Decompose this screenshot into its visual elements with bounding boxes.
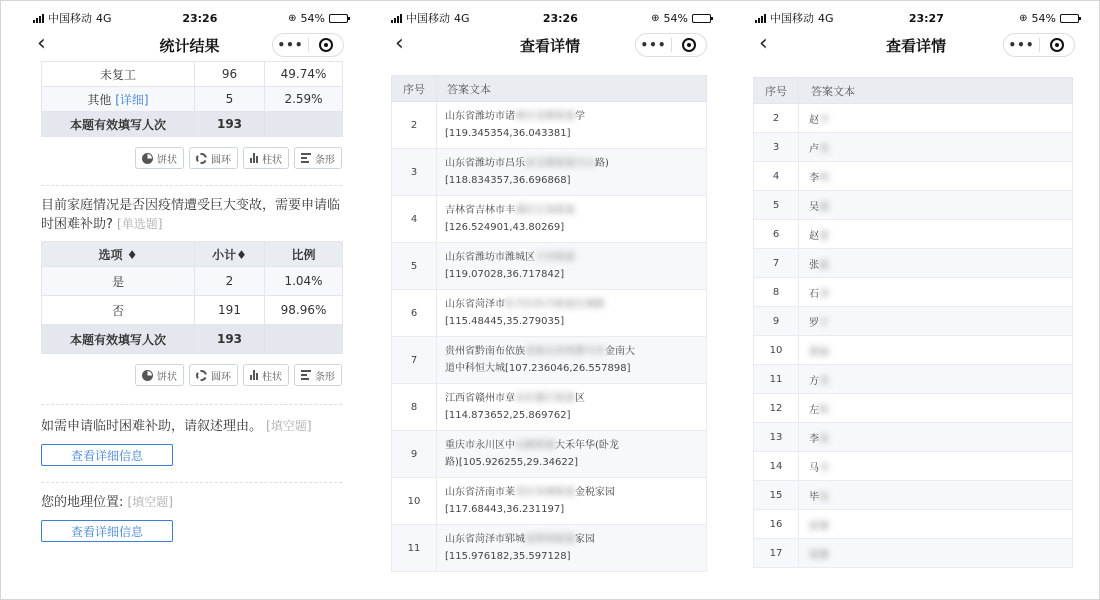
phone-address-details <box>385 7 715 591</box>
header-index: 序号 <box>392 76 437 102</box>
name-text: 方 <box>809 375 819 387</box>
coordinate-text: 路)[105.926255,29.34622] <box>445 457 579 468</box>
address-text: 重庆市永川区中 <box>445 440 515 451</box>
signal-icon <box>391 14 402 23</box>
status-time: 23:26 <box>182 11 218 25</box>
row-index: 3 <box>392 149 437 196</box>
phone-statistics-results <box>27 7 352 591</box>
bar-icon <box>301 370 311 380</box>
pie-chart-button[interactable]: 饼状 <box>135 147 184 169</box>
status-bar <box>27 7 352 29</box>
chart-type-buttons <box>41 147 342 169</box>
redacted-text: 赵婕 <box>809 520 829 532</box>
name-text: 马 <box>809 462 819 474</box>
header-answer: 答案文本 <box>437 76 707 102</box>
table-row <box>754 191 1073 220</box>
question-4: 您的地理位置: [填空题] <box>41 495 173 510</box>
status-bar <box>749 7 1083 29</box>
redacted-text: 牡丹区牡丹街道长城路 <box>505 299 605 310</box>
divider <box>41 482 342 483</box>
answer-text <box>437 196 707 243</box>
address-text: 贵州省黔南布依族 <box>445 346 525 357</box>
redacted-text: 县郓州街道 <box>525 534 575 545</box>
answer-line <box>445 296 698 313</box>
stats-table-q1 <box>41 61 343 137</box>
address-text: 山东省菏泽市郓城 <box>445 534 525 545</box>
address-text: 山东省济南市莱 <box>445 487 515 498</box>
row-index: 12 <box>754 394 799 423</box>
question-type: [填空题] <box>266 419 312 433</box>
row-index: 13 <box>754 423 799 452</box>
answer-text <box>799 249 1073 278</box>
battery-percent: 54% <box>1031 11 1056 25</box>
header-percent: 比例 <box>265 242 343 267</box>
phone-name-details <box>749 7 1083 591</box>
answer-text <box>799 365 1073 394</box>
row-index: 15 <box>754 481 799 510</box>
name-text: 石 <box>809 288 819 300</box>
header-count[interactable]: 小计♦ <box>195 242 265 267</box>
table-row <box>392 290 707 337</box>
network-type: 4G <box>818 11 834 25</box>
answer-text <box>799 481 1073 510</box>
location-lock-icon: ⊕ <box>288 12 297 24</box>
table-row <box>754 539 1073 568</box>
table-row <box>754 452 1073 481</box>
address-text: 金南大 <box>605 346 635 357</box>
more-icon[interactable]: ••• <box>640 38 667 52</box>
answer-text <box>799 336 1073 365</box>
coordinate-text: [117.68443,36.231197] <box>445 504 565 515</box>
status-bar <box>385 7 715 29</box>
mini-program-capsule <box>635 33 707 57</box>
table-row <box>42 296 343 325</box>
question-3: 如需申请临时困难补助，请叙述理由。 [填空题] <box>41 419 312 434</box>
page-title: 查看详情 <box>519 36 580 55</box>
status-time: 23:26 <box>542 11 578 25</box>
row-index: 4 <box>392 196 437 243</box>
table-row <box>392 431 707 478</box>
row-index: 10 <box>392 478 437 525</box>
answer-text <box>799 133 1073 162</box>
coordinate-text: [126.524901,43.80269] <box>445 222 565 233</box>
back-icon[interactable]: ‹ <box>395 31 404 56</box>
answer-text <box>437 102 707 149</box>
answer-text <box>799 394 1073 423</box>
answer-text <box>437 384 707 431</box>
pie-icon <box>142 153 153 164</box>
redacted-text: 明 <box>819 172 829 184</box>
row-index: 11 <box>754 365 799 394</box>
table-header-row <box>754 78 1073 104</box>
answer-text <box>437 431 707 478</box>
more-icon[interactable]: ••• <box>277 38 304 52</box>
answer-text <box>437 290 707 337</box>
header-option[interactable]: 选项 ♦ <box>42 242 195 267</box>
more-icon[interactable]: ••• <box>1008 38 1035 52</box>
table-row <box>392 243 707 290</box>
address-text: 区 <box>575 393 585 404</box>
answer-line <box>445 484 698 501</box>
battery-icon <box>1060 14 1079 23</box>
row-index: 7 <box>754 249 799 278</box>
table-row <box>392 149 707 196</box>
option-cell: 未复工 <box>42 62 195 87</box>
redacted-text: 苗族自治州都匀市 <box>525 346 605 357</box>
row-index: 16 <box>754 510 799 539</box>
table-row <box>754 133 1073 162</box>
row-index: 9 <box>392 431 437 478</box>
answer-line <box>445 343 698 360</box>
results-content <box>27 61 352 542</box>
close-target-icon[interactable] <box>1040 38 1074 52</box>
name-text: 毕 <box>809 491 819 503</box>
answer-text <box>799 104 1073 133</box>
mini-program-capsule <box>1003 33 1075 57</box>
row-index: 8 <box>754 278 799 307</box>
row-index: 6 <box>754 220 799 249</box>
total-label: 本题有效填写人次 <box>42 112 195 137</box>
count-cell: 5 <box>195 87 265 112</box>
column-icon <box>250 153 258 163</box>
redacted-text: 杰 <box>819 375 829 387</box>
name-text: 罗 <box>809 317 819 329</box>
coordinate-text: [115.48445,35.279035] <box>445 316 565 327</box>
name-text: 卢 <box>809 143 819 155</box>
row-index: 17 <box>754 539 799 568</box>
table-row <box>392 384 707 431</box>
coordinate-text: [114.873652,25.869762] <box>445 410 571 421</box>
row-index: 4 <box>754 162 799 191</box>
redacted-text: 宁 <box>819 317 829 329</box>
redacted-text: 泽 <box>819 288 829 300</box>
signal-icon <box>755 14 766 23</box>
option-cell: 否 <box>42 296 195 325</box>
answer-text <box>799 423 1073 452</box>
answer-text <box>799 191 1073 220</box>
table-row <box>754 104 1073 133</box>
row-index: 5 <box>392 243 437 290</box>
total-count: 193 <box>195 325 265 354</box>
redacted-text: 山路街道 <box>515 440 555 451</box>
ring-chart-button[interactable]: 圆环 <box>189 147 238 169</box>
answer-text <box>799 278 1073 307</box>
total-count: 193 <box>195 112 265 137</box>
table-total-row <box>42 112 343 137</box>
address-text: 家园 <box>575 534 595 545</box>
table-header-row <box>42 242 343 267</box>
table-row <box>392 337 707 384</box>
name-text: 赵 <box>809 114 819 126</box>
redacted-text: 杰 <box>819 143 829 155</box>
answer-line <box>445 390 698 407</box>
answer-line <box>445 108 698 125</box>
nav-bar <box>27 29 352 61</box>
total-label: 本题有效填写人次 <box>42 325 195 354</box>
coordinate-text: [118.834357,36.696868] <box>445 175 571 186</box>
question-type: [单选题] <box>117 217 163 231</box>
network-type: 4G <box>454 11 470 25</box>
answers-table <box>391 75 707 572</box>
view-details-button[interactable]: 查看详细信息 <box>41 520 173 542</box>
carrier: 中国移动 <box>48 12 92 25</box>
nav-bar <box>385 29 715 61</box>
address-text: 学 <box>575 111 585 122</box>
name-text: 李 <box>809 172 819 184</box>
page-title: 统计结果 <box>159 36 220 55</box>
redacted-text: 城市龙都街道 <box>515 111 575 122</box>
carrier: 中国移动 <box>770 12 814 25</box>
battery-icon <box>329 14 348 23</box>
address-text: 山东省菏泽市 <box>445 299 505 310</box>
question-2: 目前家庭情况是否因疫情遭受巨大变故，需要申请临时困难补助? [单选题] <box>41 198 341 232</box>
answer-text <box>799 452 1073 481</box>
header-answer: 答案文本 <box>799 78 1073 104</box>
table-row <box>754 394 1073 423</box>
location-lock-icon: ⊕ <box>1019 12 1028 24</box>
answer-line <box>445 155 698 172</box>
percent-cell: 1.04% <box>265 267 343 296</box>
carrier: 中国移动 <box>406 12 450 25</box>
table-row <box>754 307 1073 336</box>
address-text: 路) <box>595 158 609 169</box>
row-index: 8 <box>392 384 437 431</box>
battery-icon <box>692 14 711 23</box>
signal-icon <box>33 14 44 23</box>
percent-cell: 49.74% <box>265 62 343 87</box>
table-row <box>754 278 1073 307</box>
row-index: 14 <box>754 452 799 481</box>
bar-chart-button[interactable]: 条形 <box>294 147 342 169</box>
redacted-text: 芜区凤城街道 <box>515 487 575 498</box>
pie-chart-button[interactable]: 饼状 <box>135 364 184 386</box>
divider <box>41 185 342 186</box>
table-row <box>754 249 1073 278</box>
address-text: 吉林省吉林市丰 <box>445 205 515 216</box>
table-row <box>754 162 1073 191</box>
table-row <box>42 87 343 112</box>
coordinate-text: [115.976182,35.597128] <box>445 551 571 562</box>
redacted-text: 满区江南街道 <box>515 205 575 216</box>
count-cell: 2 <box>195 267 265 296</box>
redacted-text: 贡区赣江街道 <box>515 393 575 404</box>
count-cell: 191 <box>195 296 265 325</box>
redacted-text: 蔡丽 <box>809 346 829 358</box>
bar-chart-button[interactable]: 条形 <box>294 364 342 386</box>
view-details-button[interactable]: 查看详细信息 <box>41 444 173 466</box>
row-index: 5 <box>754 191 799 220</box>
percent-cell: 2.59% <box>265 87 343 112</box>
answer-line <box>445 437 698 454</box>
row-index: 10 <box>754 336 799 365</box>
address-text: 山东省潍坊市潍城区 <box>445 252 535 263</box>
detail-link[interactable]: [详细] <box>115 92 149 107</box>
battery-percent: 54% <box>300 11 325 25</box>
pie-icon <box>142 370 153 381</box>
table-header-row <box>392 76 707 102</box>
answer-text <box>799 539 1073 568</box>
option-cell: 其他 [详细] <box>42 87 195 112</box>
column-icon <box>250 370 258 380</box>
row-index: 2 <box>392 102 437 149</box>
redacted-text: 蕾 <box>819 230 829 242</box>
answer-text <box>437 478 707 525</box>
answers-table <box>753 77 1073 568</box>
chart-type-buttons <box>41 364 342 386</box>
name-text: 吴 <box>809 201 819 213</box>
network-type: 4G <box>96 11 112 25</box>
answer-text <box>437 149 707 196</box>
question-type: [填空题] <box>127 495 173 509</box>
table-row <box>42 62 343 87</box>
divider <box>41 404 342 405</box>
row-index: 6 <box>392 290 437 337</box>
redacted-text: 丹 <box>819 462 829 474</box>
coordinate-text: 道中科恒大城[107.236046,26.557898] <box>445 363 631 374</box>
percent-cell: 98.96% <box>265 296 343 325</box>
page-title: 查看详情 <box>885 36 946 55</box>
coordinate-text: [119.345354,36.043381] <box>445 128 571 139</box>
name-text: 赵 <box>809 230 819 242</box>
table-row <box>754 423 1073 452</box>
ring-icon <box>196 370 207 381</box>
answer-text <box>799 510 1073 539</box>
row-index: 3 <box>754 133 799 162</box>
back-icon[interactable]: ‹ <box>37 31 46 56</box>
back-icon[interactable]: ‹ <box>759 31 768 56</box>
answer-text <box>799 220 1073 249</box>
ring-icon <box>196 153 207 164</box>
answer-text <box>437 243 707 290</box>
row-index: 11 <box>392 525 437 572</box>
name-text: 张 <box>809 259 819 271</box>
address-text: 金税家园 <box>575 487 615 498</box>
table-row <box>754 336 1073 365</box>
option-cell: 是 <box>42 267 195 296</box>
redacted-text: 磊 <box>819 259 829 271</box>
close-target-icon[interactable] <box>309 38 343 52</box>
ring-chart-button[interactable]: 圆环 <box>189 364 238 386</box>
table-row <box>754 510 1073 539</box>
answer-text <box>437 337 707 384</box>
redacted-text: 阳 <box>819 404 829 416</box>
stats-table-q2 <box>41 241 343 354</box>
redacted-text: 涛 <box>819 433 829 445</box>
table-row <box>392 196 707 243</box>
table-row <box>42 267 343 296</box>
row-index: 9 <box>754 307 799 336</box>
answer-line <box>445 249 698 266</box>
answer-line <box>445 202 698 219</box>
table-row <box>754 220 1073 249</box>
nav-bar <box>749 29 1083 61</box>
mini-program-capsule <box>272 33 344 57</box>
count-cell: 96 <box>195 62 265 87</box>
redacted-text: 霞 <box>819 201 829 213</box>
row-index: 7 <box>392 337 437 384</box>
bar-icon <box>301 153 311 163</box>
header-index: 序号 <box>754 78 799 104</box>
table-row <box>392 478 707 525</box>
table-row <box>754 365 1073 394</box>
table-row <box>392 102 707 149</box>
battery-percent: 54% <box>663 11 688 25</box>
table-row <box>392 525 707 572</box>
redacted-text: 县宝都街道方山 <box>525 158 595 169</box>
table-row <box>754 481 1073 510</box>
address-text: 大禾年华(卧龙 <box>555 440 619 451</box>
answer-text <box>799 162 1073 191</box>
location-lock-icon: ⊕ <box>651 12 660 24</box>
close-target-icon[interactable] <box>672 38 706 52</box>
name-text: 左 <box>809 404 819 416</box>
answer-text <box>799 307 1073 336</box>
column-chart-button[interactable]: 柱状 <box>243 364 289 386</box>
status-time: 23:27 <box>908 11 944 25</box>
redacted-text: 于河街道 <box>535 252 575 263</box>
redacted-text: 钰 <box>819 491 829 503</box>
name-text: 李 <box>809 433 819 445</box>
address-text: 山东省潍坊市昌乐 <box>445 158 525 169</box>
column-chart-button[interactable]: 柱状 <box>243 147 289 169</box>
redacted-text: 宇 <box>819 114 829 126</box>
address-text: 山东省潍坊市诸 <box>445 111 515 122</box>
redacted-text: 张静 <box>809 549 829 561</box>
answer-text <box>437 525 707 572</box>
row-index: 2 <box>754 104 799 133</box>
coordinate-text: [119.07028,36.717842] <box>445 269 565 280</box>
table-total-row <box>42 325 343 354</box>
answer-line <box>445 531 698 548</box>
address-text: 江西省赣州市章 <box>445 393 515 404</box>
